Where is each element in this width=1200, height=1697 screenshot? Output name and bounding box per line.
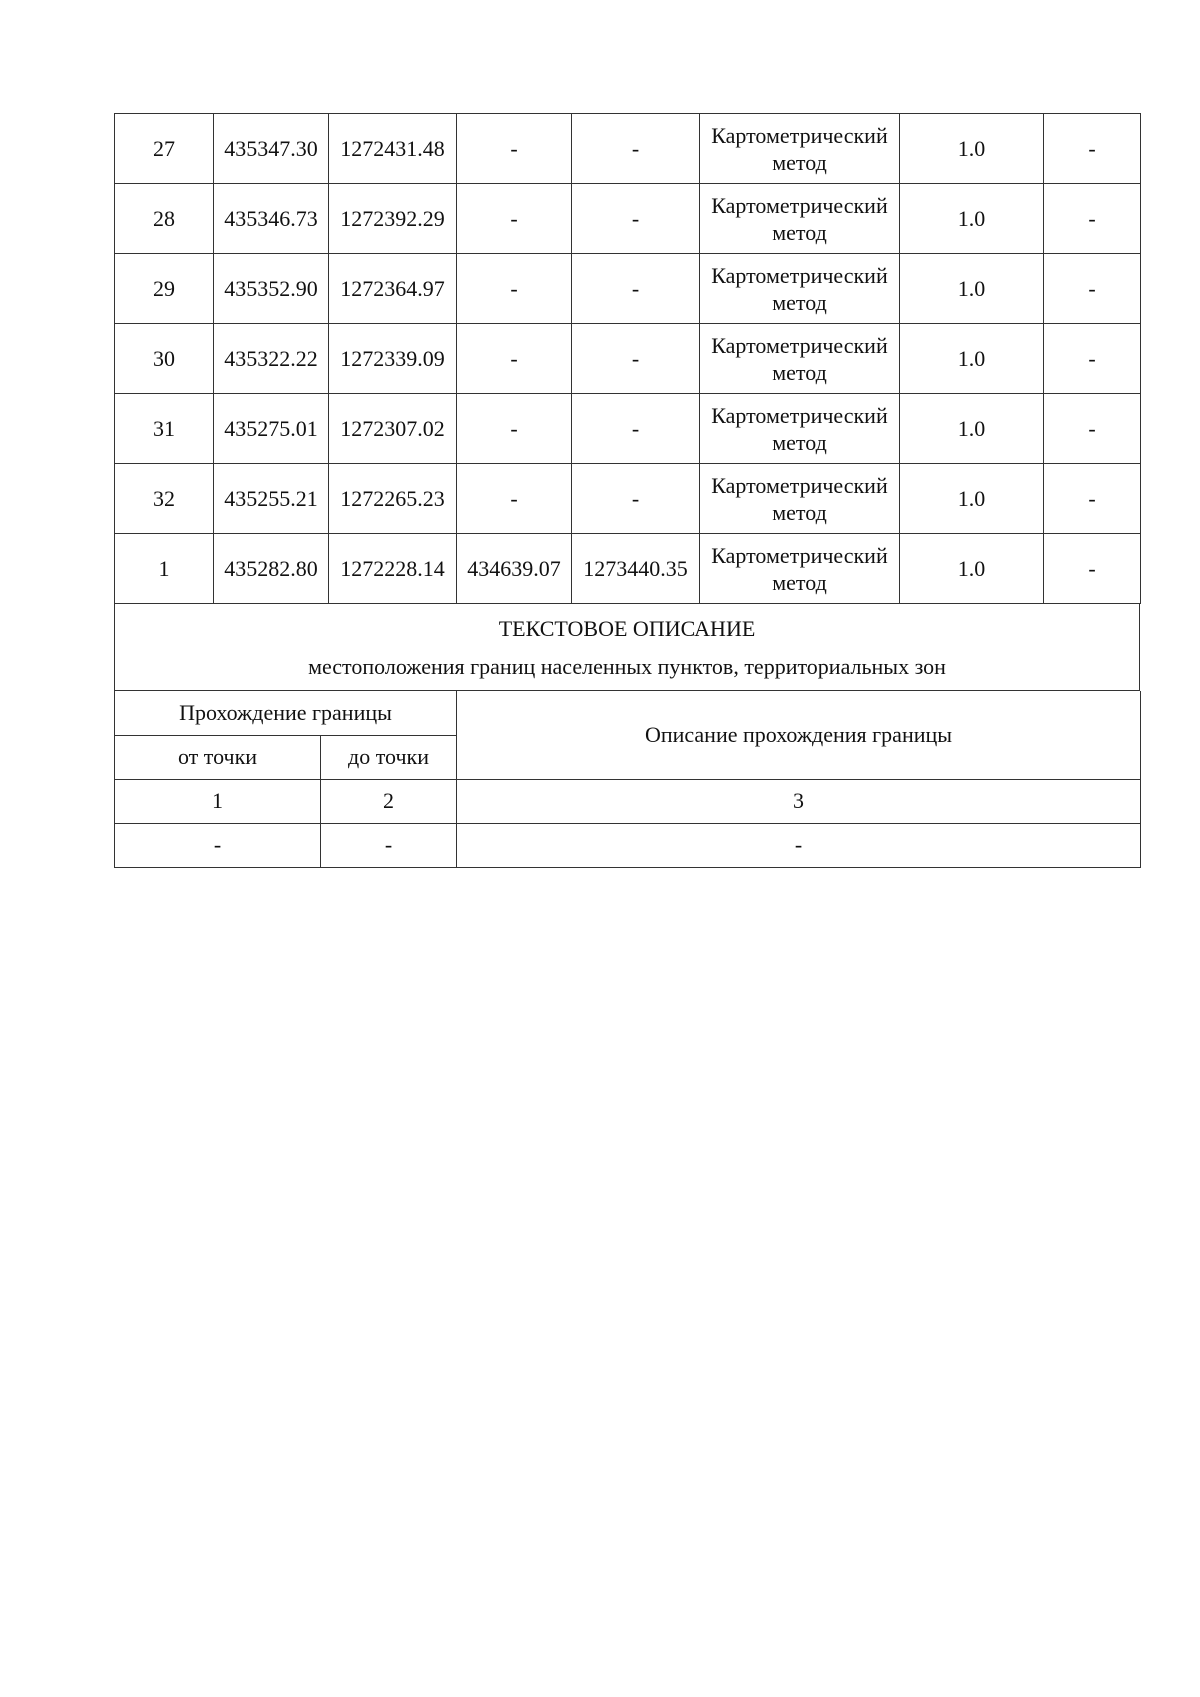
x-old-coordinate-cell: - [457,464,572,534]
accuracy-cell: 1.0 [900,534,1044,604]
boundary-passage-header: Прохождение границы [115,691,457,735]
table-row [115,394,1141,464]
method-line: метод [772,359,827,385]
method-cell [700,184,900,254]
method-line: метод [772,569,827,595]
x-coordinate-cell: 435322.22 [214,324,329,394]
method-line: метод [772,149,827,175]
x-coordinate-cell: 435282.80 [214,534,329,604]
x-coordinate-cell: 435352.90 [214,254,329,324]
y-old-coordinate-cell: - [572,394,700,464]
y-old-coordinate-cell: 1273440.35 [572,534,700,604]
column-number-row [115,779,1141,823]
table-row [115,534,1141,604]
table-row [115,464,1141,534]
x-old-coordinate-cell: - [457,324,572,394]
method-cell [700,254,900,324]
y-old-coordinate-cell: - [572,324,700,394]
y-coordinate-cell: 1272339.09 [329,324,457,394]
accuracy-cell: 1.0 [900,114,1044,184]
document-sheet [114,113,1140,868]
method-cell [700,324,900,394]
x-old-coordinate-cell: - [457,114,572,184]
table-row [115,114,1141,184]
method-line: метод [772,289,827,315]
method-line: метод [772,429,827,455]
note-cell: - [1044,394,1141,464]
y-coordinate-cell: 1272392.29 [329,184,457,254]
text-description-section [114,604,1140,691]
method-line: Картометрический [711,122,888,148]
coordinates-table [114,113,1141,604]
coordinates-table-body [115,114,1141,604]
method-line: метод [772,499,827,525]
x-old-coordinate-cell: - [457,184,572,254]
table-row [115,184,1141,254]
note-cell: - [1044,324,1141,394]
y-coordinate-cell: 1272307.02 [329,394,457,464]
y-old-coordinate-cell: - [572,254,700,324]
method-cell [700,534,900,604]
y-old-coordinate-cell: - [572,184,700,254]
from-point-header: от точки [115,735,321,779]
point-number-cell: 28 [115,184,214,254]
table-row [115,324,1141,394]
note-cell: - [1044,464,1141,534]
column-number: 2 [321,779,457,823]
note-cell: - [1044,114,1141,184]
note-cell: - [1044,534,1141,604]
x-old-coordinate-cell: - [457,394,572,464]
method-cell [700,394,900,464]
to-point-cell: - [321,823,457,867]
point-number-cell: 29 [115,254,214,324]
table-row [115,254,1141,324]
point-number-cell: 32 [115,464,214,534]
y-coordinate-cell: 1272431.48 [329,114,457,184]
point-number-cell: 30 [115,324,214,394]
boundary-description-table [114,691,1141,868]
method-line: Картометрический [711,332,888,358]
column-number: 3 [457,779,1141,823]
x-coordinate-cell: 435346.73 [214,184,329,254]
method-line: метод [772,219,827,245]
to-point-header: до точки [321,735,457,779]
x-coordinate-cell: 435347.30 [214,114,329,184]
method-line: Картометрический [711,542,888,568]
section-title: ТЕКСТОВОЕ ОПИСАНИЕ [498,616,756,641]
accuracy-cell: 1.0 [900,464,1044,534]
y-coordinate-cell: 1272364.97 [329,254,457,324]
x-old-coordinate-cell: 434639.07 [457,534,572,604]
x-coordinate-cell: 435275.01 [214,394,329,464]
method-line: Картометрический [711,402,888,428]
method-cell [700,464,900,534]
accuracy-cell: 1.0 [900,324,1044,394]
y-old-coordinate-cell: - [572,114,700,184]
column-number: 1 [115,779,321,823]
point-number-cell: 31 [115,394,214,464]
method-cell [700,114,900,184]
section-subtitle: местоположения границ населенных пунктов, территориальных зон [308,654,946,679]
accuracy-cell: 1.0 [900,184,1044,254]
point-number-cell: 27 [115,114,214,184]
note-cell: - [1044,184,1141,254]
passage-description-header: Описание прохождения границы [457,691,1141,779]
y-old-coordinate-cell: - [572,464,700,534]
x-coordinate-cell: 435255.21 [214,464,329,534]
point-number-cell: 1 [115,534,214,604]
x-old-coordinate-cell: - [457,254,572,324]
accuracy-cell: 1.0 [900,254,1044,324]
method-line: Картометрический [711,262,888,288]
note-cell: - [1044,254,1141,324]
accuracy-cell: 1.0 [900,394,1044,464]
description-cell: - [457,823,1141,867]
method-line: Картометрический [711,472,888,498]
from-point-cell: - [115,823,321,867]
y-coordinate-cell: 1272228.14 [329,534,457,604]
method-line: Картометрический [711,192,888,218]
table-row [115,823,1141,867]
y-coordinate-cell: 1272265.23 [329,464,457,534]
